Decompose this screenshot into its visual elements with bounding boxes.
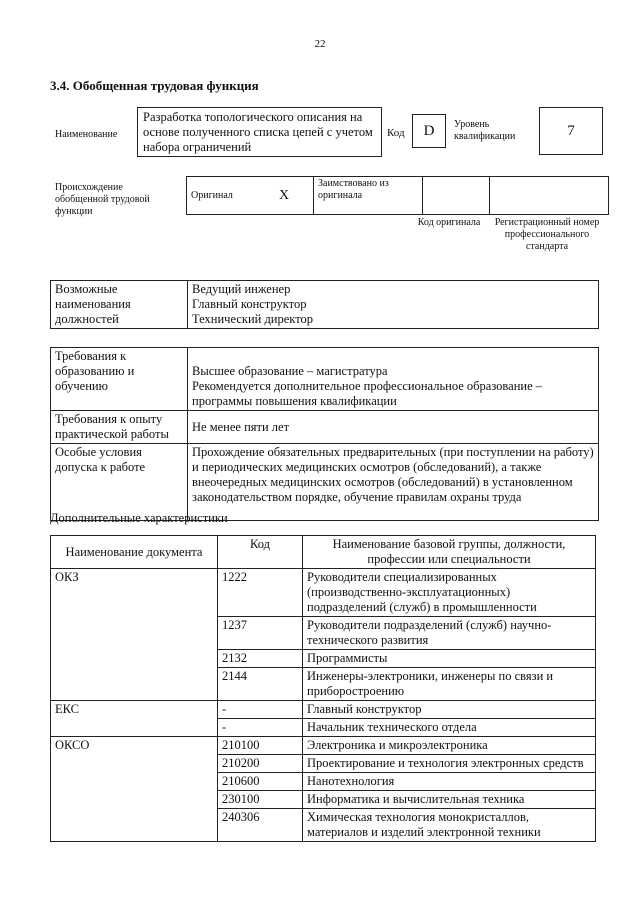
row-doc: ОКСО — [55, 738, 90, 752]
header-code: Код — [250, 537, 270, 551]
row-name: Руководители подразделений (служб) научно-технического развития — [307, 618, 552, 647]
positions-table — [50, 280, 599, 329]
table-row — [51, 737, 596, 755]
requirements-table — [50, 347, 599, 521]
additional-title: Дополнительные характеристики — [50, 511, 228, 525]
row-code: - — [222, 702, 227, 716]
position-item: Ведущий инженер — [192, 282, 291, 296]
table-row — [51, 569, 596, 617]
row-name: Руководители специализированных (производственно-эксплуатационных) подразделений (служб) в промышленности — [307, 570, 537, 614]
table-row — [51, 701, 596, 719]
original-mark: X — [278, 187, 290, 203]
level-value: 7 — [567, 123, 575, 139]
section-title: 3.4. Обобщенная трудовая функция — [50, 78, 259, 93]
level-label: Уровень квалификации — [454, 119, 516, 142]
row-doc: ОКЗ — [55, 570, 79, 584]
row-code: - — [222, 720, 227, 734]
position-item: Технический директор — [192, 312, 313, 326]
table-header-row — [51, 536, 596, 569]
education-label: Требования к образованию и обучению — [55, 349, 135, 393]
table-row — [51, 773, 596, 791]
header-document: Наименование документа — [65, 544, 203, 559]
row-code: 2132 — [222, 651, 247, 665]
original-label: Оригинал — [191, 189, 233, 201]
row-name: Программисты — [307, 651, 388, 665]
row-code: 230100 — [222, 792, 260, 806]
header-name: Наименование базовой группы, должности, профессии или специальности — [332, 537, 566, 566]
origin-table — [186, 176, 609, 215]
function-name-box — [137, 107, 382, 157]
page-number: 22 — [314, 38, 326, 50]
table-row — [51, 668, 596, 701]
name-label: Наименование — [55, 129, 118, 140]
table-row — [51, 650, 596, 668]
registration-caption: Регистрационный номер профессионального стандарта — [494, 217, 600, 252]
table-row — [51, 755, 596, 773]
row-name: Инженеры-электроники, инженеры по связи и приборостроению — [307, 669, 554, 698]
table-row — [51, 617, 596, 650]
experience-value: Не менее пяти лет — [192, 419, 290, 434]
row-name: Информатика и вычислительная техника — [307, 792, 525, 806]
code-label: Код — [387, 127, 405, 139]
row-code: 2144 — [222, 669, 247, 683]
borrowed-label: Заимствовано из оригинала — [318, 178, 389, 201]
row-name: Электроника и микроэлектроника — [307, 738, 488, 752]
table-row — [51, 809, 596, 842]
education-value: Высшее образование – магистратура Рекомендуется дополнительное профессиональное образование – программы повышения квалификации — [192, 364, 543, 408]
row-doc: ЕКС — [55, 702, 79, 716]
level-box — [539, 107, 603, 155]
row-code: 210600 — [222, 774, 260, 788]
code-value: D — [423, 123, 435, 139]
row-name: Главный конструктор — [307, 702, 422, 716]
table-row — [51, 719, 596, 737]
code-box — [412, 114, 446, 148]
characteristics-table — [50, 535, 596, 842]
row-name: Химическая технология монокристаллов, материалов и изделий электронной техники — [307, 810, 541, 839]
position-item: Главный конструктор — [192, 297, 307, 311]
function-name-value: Разработка топологического описания на основе полученного списка цепей с учетом набора ограничений — [143, 110, 373, 154]
special-conditions-label: Особые условия допуска к работе — [55, 445, 146, 474]
row-name: Нанотехнология — [307, 774, 395, 788]
row-name: Проектирование и технология электронных средств — [307, 756, 584, 770]
origin-label: Происхождение обобщенной трудовой функции — [55, 182, 150, 217]
row-name: Начальник технического отдела — [307, 720, 477, 734]
positions-label: Возможные наименования должностей — [55, 282, 131, 326]
row-code: 1237 — [222, 618, 247, 632]
row-code: 1222 — [222, 570, 247, 584]
row-code: 210100 — [222, 738, 260, 752]
special-conditions-value: Прохождение обязательных предварительных (при поступлении на работу) и периодических медицинских осмотров (обследований), а также внеочередных медицинских осмотров (обследований) в установленном законодательством порядке, обучение правилам охраны труда — [192, 445, 594, 504]
row-code: 240306 — [222, 810, 260, 824]
experience-label: Требования к опыту практической работы — [55, 412, 169, 441]
table-row — [51, 791, 596, 809]
row-code: 210200 — [222, 756, 260, 770]
code-original-caption: Код оригинала — [417, 217, 481, 228]
